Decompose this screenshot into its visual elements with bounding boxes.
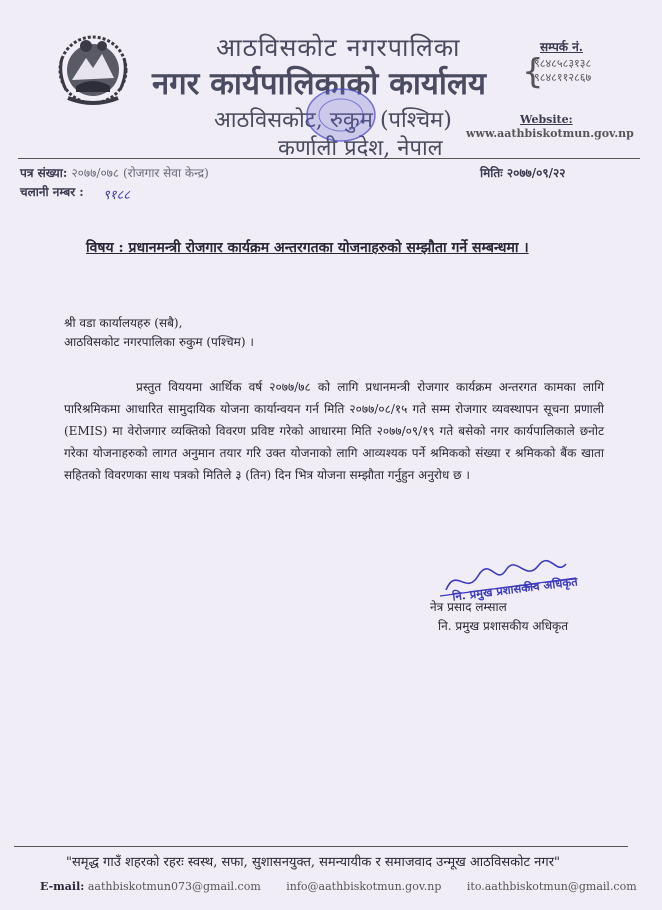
letter-subject: विषय : प्रधानमन्त्री रोजगार कार्यक्रम अन्तरगतका योजनाहरुको सम्झौता गर्ने सम्बन्धमा । — [86, 240, 529, 256]
letter-body: प्रस्तुत विययमा आर्थिक वर्ष २०७७/७८ को लागि प्रधानमन्त्री रोजगार कार्यक्रम अन्तरगत कामका लागि पारिश्रमिकमा आधारित सामुदायिक योजना कार्यान्वयन गर्न मिति २०७७/०८/१५ गते सम्म रोजगार व्यवस्थापन सूचना प्रणाली (EMIS) मा वेरोजगार व्यक्तिको विवरण प्रविष्ट गरेको आधारमा मिति २०७७/०९/१९ गते बसेको नगर कार्यपालिकाले छनोट गरेका योजनाहरुको लागत अनुमान तयार गरि उक्त योजनाको लागि आव्यश्यक पर्ने श्रमिकको संख्या र श्रमिकको बैंक खाता सहितको विवरणका साथ पत्रको मितिले ३ (तिन) दिन भित्र योजना सम्झौता गर्नुहुन अनुरोध छ । — [64, 380, 604, 482]
email-label: E-mail: — [40, 880, 85, 893]
signer-name: नेत्र प्रसाद लम्साल — [430, 600, 507, 614]
phone-number-2: ९८४८११२८६७ — [534, 71, 592, 84]
footer-motto: "समृद्ध गाउँ शहरको रहरः स्वस्थ, सफा, सुशासनयुक्त, समन्यायीक र समाजवाद उन्मूख आठविसकोट नगर" — [66, 855, 560, 870]
signer-title: नि. प्रमुख प्रशासकीय अधिकृत — [438, 619, 569, 633]
letter-date: मितिः २०७७/०९/२२ — [480, 166, 566, 180]
nepal-emblem-icon — [52, 28, 134, 110]
email-link-1[interactable]: aathbiskotmun073@gmail.com — [87, 880, 261, 893]
footer-divider — [14, 846, 628, 847]
dispatch-label: चलानी नम्बर : — [20, 185, 84, 199]
dispatch-number: ९१८८ — [103, 188, 131, 203]
footer-emails — [40, 880, 637, 893]
brace-decoration: { — [522, 52, 544, 92]
recipient-line-2: आठविसकोट नगरपालिका रुकुम (पश्चिम) । — [64, 335, 254, 349]
office-name: नगर कार्यपालिकाको कार्यालय — [152, 66, 486, 102]
website-link[interactable]: www.aathbiskotmun.gov.np — [466, 127, 634, 140]
reference-line — [20, 164, 209, 181]
contact-title: सम्पर्क नं. — [540, 40, 583, 54]
office-location: आठविसकोट, रुकुम (पश्चिम) — [214, 108, 452, 133]
email-link-3[interactable]: ito.aathbiskotmun@gmail.com — [466, 880, 637, 893]
website-label: Website: — [520, 113, 573, 126]
reference-label: पत्र संख्या: — [20, 166, 68, 180]
signature-stamp: नि. प्रमुख प्रशासकीय अधिकृत — [451, 574, 579, 604]
recipient-line-1: श्री वडा कार्यालयहरु (सबै), — [64, 316, 183, 330]
phone-number-1: ९८४८५८३१३८ — [534, 57, 592, 70]
municipality-name: आठविसकोट नगरपालिका — [216, 33, 461, 62]
province-name: कर्णाली प्रदेश, नेपाल — [278, 136, 443, 161]
reference-value: २०७७/०७८ (रोजगार सेवा केन्द्र) — [71, 166, 209, 180]
office-stamp-icon — [304, 86, 378, 144]
email-link-2[interactable]: info@aathbiskotmun.gov.np — [286, 880, 442, 893]
header-divider — [18, 158, 640, 159]
